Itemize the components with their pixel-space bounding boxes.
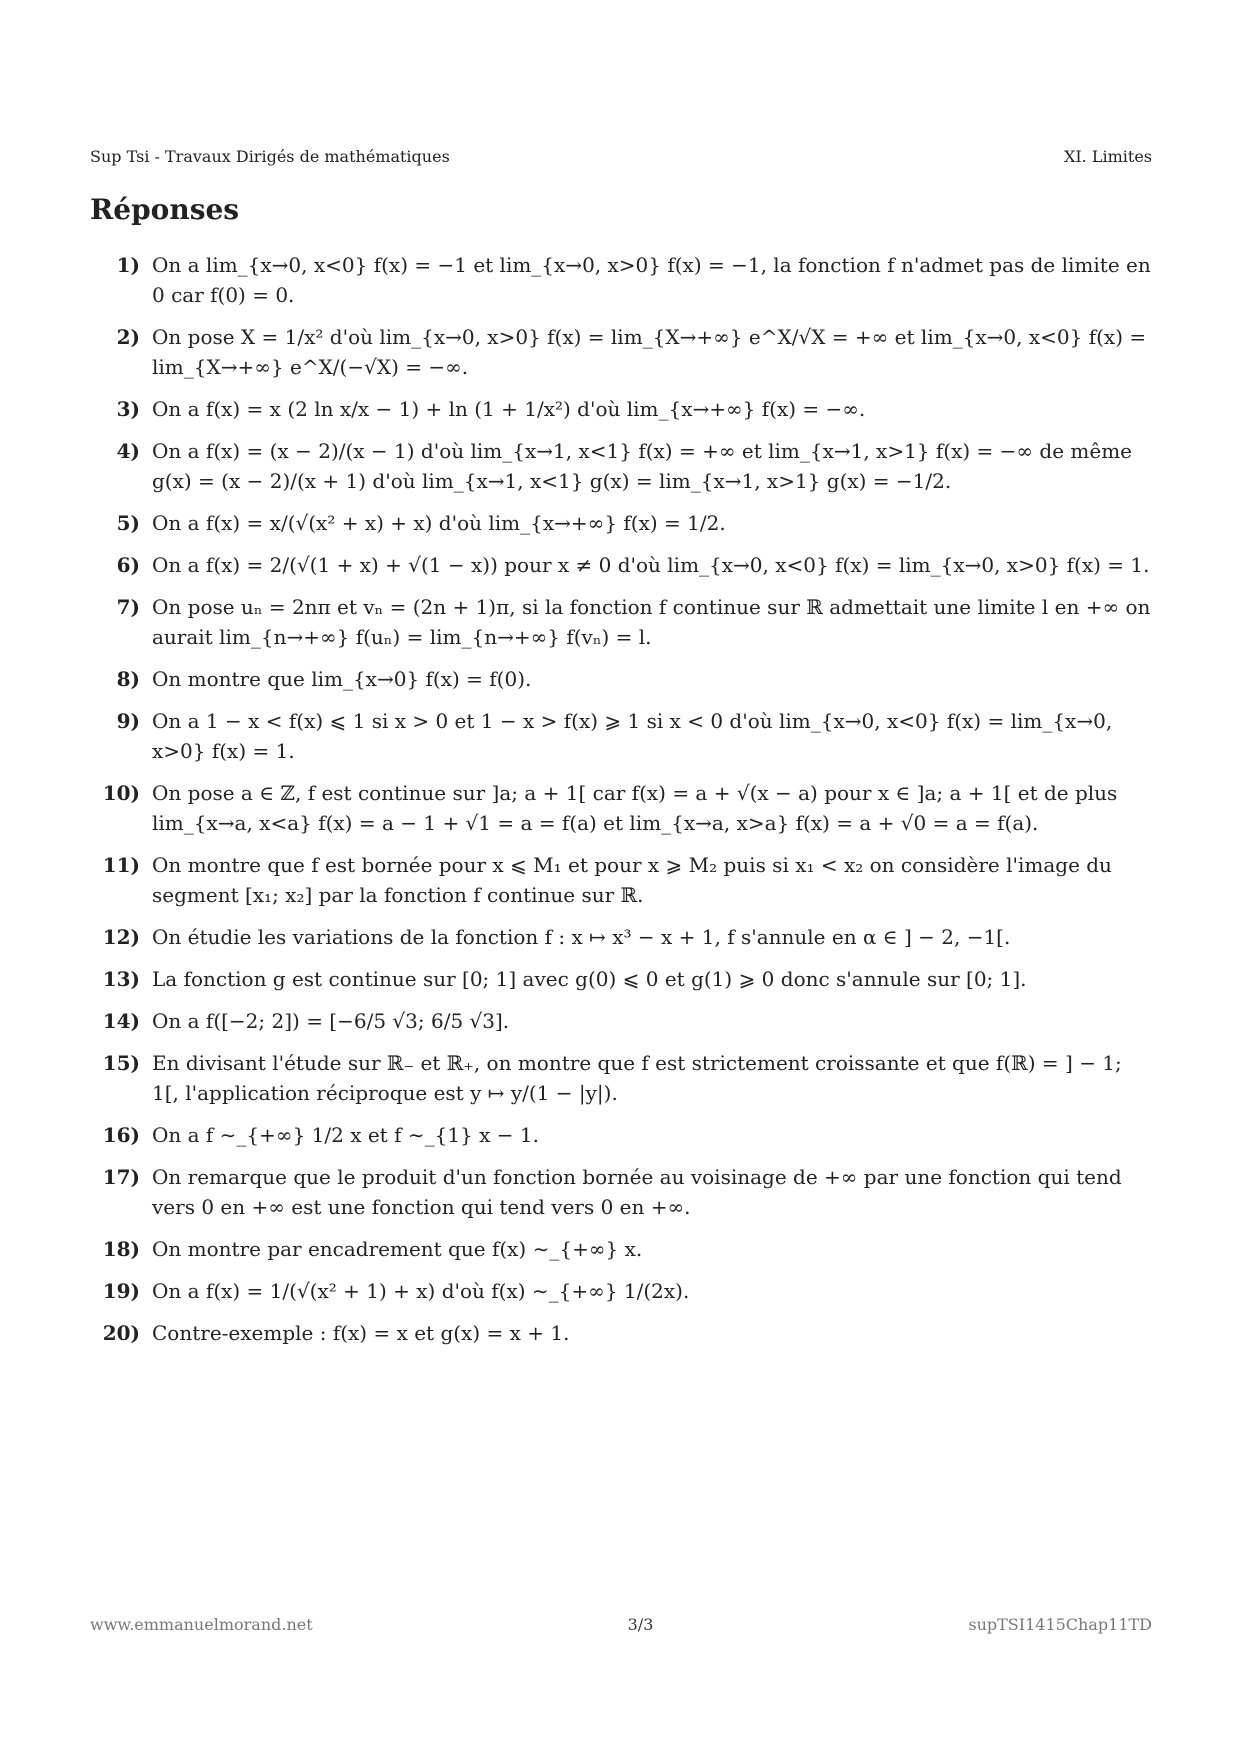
answer-text: On montre par encadrement que f(x) ∼_{+∞} x.: [152, 1237, 643, 1261]
answer-text: On pose a ∈ ℤ, f est continue sur ]a; a + 1[ car f(x) = a + √(x − a) pour x ∈ ]a; a + 1[ et de plus lim_{x→a, x<a} f(x) = a − 1 + √1 = a = f(a) et lim_{x→a, x>a} f(x) = a + √0 = a = f(a).: [152, 781, 1118, 835]
footer-website: www.emmanuelmorand.net: [90, 1615, 313, 1634]
answer-text: On a lim_{x→0, x<0} f(x) = −1 et lim_{x→0, x>0} f(x) = −1, la fonction f n'admet pas de limite en 0 car f(0) = 0.: [152, 253, 1151, 307]
answer-text: On pose X = 1/x² d'où lim_{x→0, x>0} f(x) = lim_{X→+∞} e^X/√X = +∞ et lim_{x→0, x<0} f(x) = lim_{X→+∞} e^X/(−√X) = −∞.: [152, 325, 1147, 379]
answer-item: [90, 778, 1152, 838]
answer-item: [90, 1234, 1152, 1264]
answer-number: 3): [116, 397, 140, 421]
answer-item: [90, 508, 1152, 538]
answer-number: 6): [116, 553, 140, 577]
answer-item: [90, 322, 1152, 382]
answer-item: [90, 250, 1152, 310]
answer-number: 19): [102, 1279, 140, 1303]
answer-number: 9): [116, 709, 140, 733]
answer-item: [90, 664, 1152, 694]
answer-item: [90, 1162, 1152, 1222]
answer-text: La fonction g est continue sur [0; 1] avec g(0) ⩽ 0 et g(1) ⩾ 0 donc s'annule sur [0; 1].: [152, 967, 1027, 991]
answer-item: [90, 1120, 1152, 1150]
answer-text: On étudie les variations de la fonction f : x ↦ x³ − x + 1, f s'annule en α ∈ ] − 2, −1[.: [152, 925, 1011, 949]
answer-text: On a f(x) = 1/(√(x² + 1) + x) d'où f(x) ∼_{+∞} 1/(2x).: [152, 1279, 690, 1303]
answer-number: 20): [102, 1321, 140, 1345]
answer-item: [90, 1318, 1152, 1348]
section-title: Réponses: [90, 193, 240, 226]
page-number: 3/3: [627, 1615, 654, 1634]
answer-text: On a f(x) = 2/(√(1 + x) + √(1 − x)) pour x ≠ 0 d'où lim_{x→0, x<0} f(x) = lim_{x→0, x>0} f(x) = 1.: [152, 553, 1150, 577]
answer-item: [90, 1048, 1152, 1108]
answer-item: [90, 394, 1152, 424]
answer-text: On a f(x) = (x − 2)/(x − 1) d'où lim_{x→1, x<1} f(x) = +∞ et lim_{x→1, x>1} f(x) = −∞ de même g(x) = (x − 2)/(x + 1) d'où lim_{x→1, x<1} g(x) = lim_{x→1, x>1} g(x) = −1/2.: [152, 439, 1133, 493]
answer-number: 17): [102, 1165, 140, 1189]
answer-number: 13): [102, 967, 140, 991]
answer-text: Contre-exemple : f(x) = x et g(x) = x + 1.: [152, 1321, 570, 1345]
answer-text: On remarque que le produit d'un fonction bornée au voisinage de +∞ par une fonction qui tend vers 0 en +∞ est une fonction qui tend vers 0 en +∞.: [152, 1165, 1122, 1219]
header-course-title: Sup Tsi - Travaux Dirigés de mathématiques: [90, 147, 450, 166]
footer-document-id: supTSI1415Chap11TD: [968, 1615, 1152, 1634]
answer-number: 7): [116, 595, 140, 619]
answer-number: 10): [102, 781, 140, 805]
running-footer: [90, 1615, 1152, 1634]
answer-item: [90, 964, 1152, 994]
answer-number: 14): [102, 1009, 140, 1033]
answer-number: 15): [102, 1051, 140, 1075]
answer-text: On a 1 − x < f(x) ⩽ 1 si x > 0 et 1 − x > f(x) ⩾ 1 si x < 0 d'où lim_{x→0, x<0} f(x) = lim_{x→0, x>0} f(x) = 1.: [152, 709, 1113, 763]
answer-number: 2): [116, 325, 140, 349]
answer-number: 1): [116, 253, 140, 277]
answer-text: On a f([−2; 2]) = [−6/5 √3; 6/5 √3].: [152, 1009, 510, 1033]
answer-number: 16): [102, 1123, 140, 1147]
answer-item: [90, 922, 1152, 952]
header-chapter-title: XI. Limites: [1063, 147, 1152, 166]
answer-item: [90, 1276, 1152, 1306]
answers-list: [90, 250, 1152, 1360]
answer-text: On a f ∼_{+∞} 1/2 x et f ∼_{1} x − 1.: [152, 1123, 539, 1147]
answer-item: [90, 850, 1152, 910]
answer-item: [90, 436, 1152, 496]
answer-item: [90, 592, 1152, 652]
answer-item: [90, 706, 1152, 766]
answer-text: On a f(x) = x (2 ln x/x − 1) + ln (1 + 1/x²) d'où lim_{x→+∞} f(x) = −∞.: [152, 397, 866, 421]
answer-text: On a f(x) = x/(√(x² + x) + x) d'où lim_{x→+∞} f(x) = 1/2.: [152, 511, 726, 535]
answer-number: 12): [102, 925, 140, 949]
answer-number: 5): [116, 511, 140, 535]
answer-text: On montre que lim_{x→0} f(x) = f(0).: [152, 667, 532, 691]
answer-text: En divisant l'étude sur ℝ₋ et ℝ₊, on montre que f est strictement croissante et que f(ℝ) = ] − 1; 1[, l'application réciproque est y ↦ y/(1 − |y|).: [152, 1051, 1122, 1105]
answer-text: On pose uₙ = 2nπ et vₙ = (2n + 1)π, si la fonction f continue sur ℝ admettait une limite l en +∞ on aurait lim_{n→+∞} f(uₙ) = lim_{n→+∞} f(vₙ) = l.: [152, 595, 1151, 649]
answer-text: On montre que f est bornée pour x ⩽ M₁ et pour x ⩾ M₂ puis si x₁ < x₂ on considère l'image du segment [x₁; x₂] par la fonction f continue sur ℝ.: [152, 853, 1112, 907]
answer-item: [90, 550, 1152, 580]
answer-number: 18): [102, 1237, 140, 1261]
answer-number: 8): [116, 667, 140, 691]
answer-number: 4): [116, 439, 140, 463]
answer-number: 11): [102, 853, 140, 877]
running-header: [90, 147, 1152, 166]
answer-item: [90, 1006, 1152, 1036]
